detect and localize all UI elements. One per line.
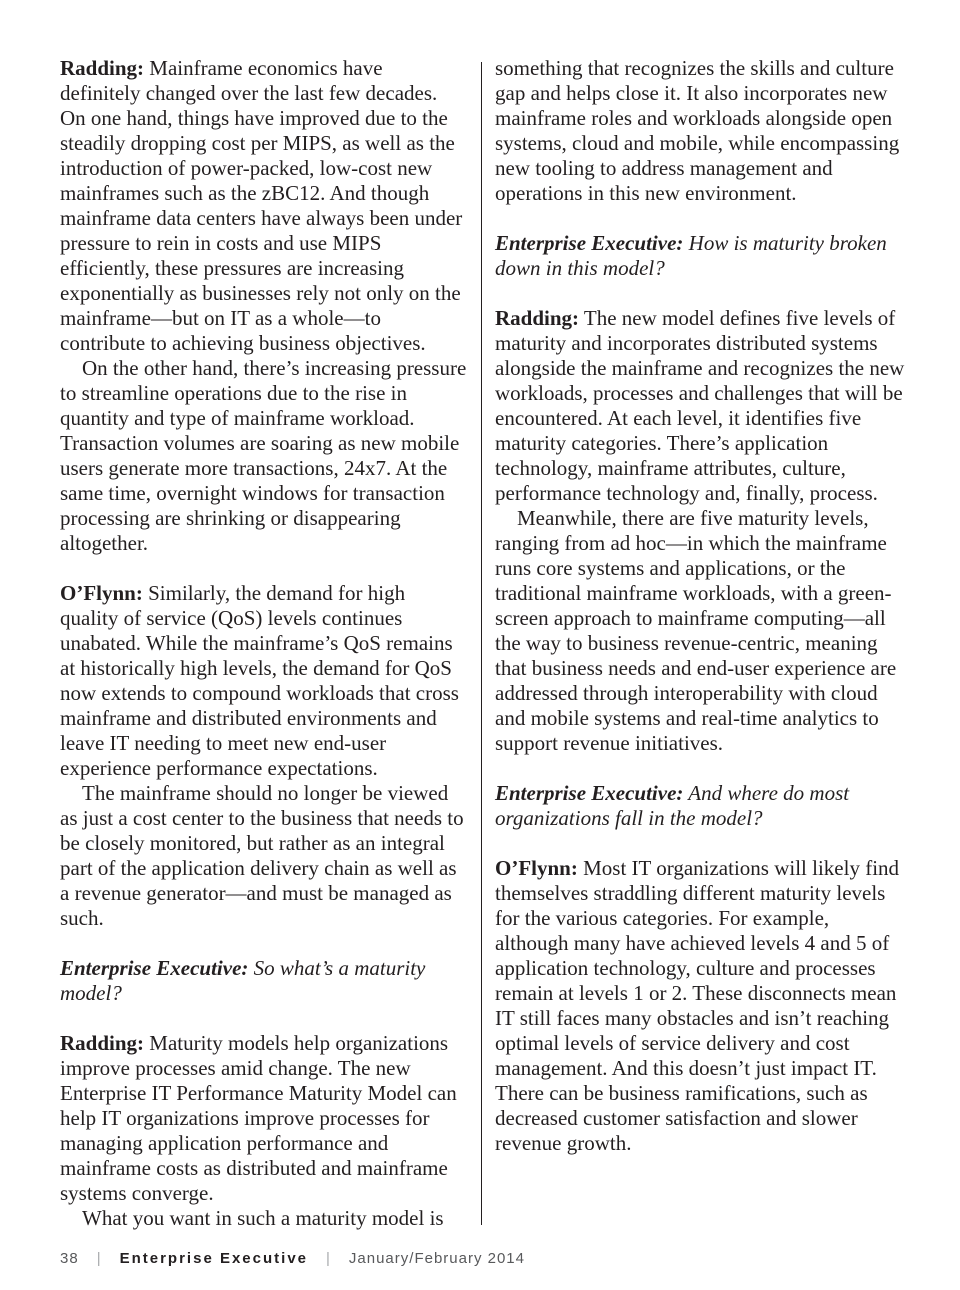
speaker-label: Radding: — [60, 1031, 145, 1055]
interview-answer — [60, 581, 468, 931]
speaker-label: O’Flynn: — [60, 581, 143, 605]
footer-separator: | — [96, 1250, 102, 1267]
speaker-label: Radding: — [495, 306, 580, 330]
interview-question — [495, 781, 905, 831]
interview-answer — [495, 306, 905, 756]
speaker-label: Enterprise Executive: — [60, 956, 249, 980]
column-divider — [481, 62, 482, 1225]
interview-answer — [60, 1031, 468, 1231]
interview-question — [60, 956, 468, 1006]
paragraph-text: Meanwhile, there are five maturity levels, ranging from ad hoc—in which the mainframe runs core systems and applications, or the traditional mainframe workloads, with a green-screen approach to mainframe computing—all the way to business revenue-centric, meaning that business needs and end-user experience are addressed through interoperability with cloud and mobile systems and real-time analytics to support revenue initiatives. — [495, 506, 897, 755]
issue-date: January/February 2014 — [348, 1250, 525, 1267]
magazine-name: Enterprise Executive — [119, 1250, 308, 1267]
paragraph-text: Most IT organizations will likely find themselves straddling different maturity levels for the various categories. For example, although many have achieved levels 4 and 5 of application technology, culture and processes remain at levels 1 or 2. These disconnects mean IT still faces many obstacles and isn’t reaching optimal levels of service delivery and cost management. And this doesn’t just impact IT. There can be business ramifications, such as decreased customer satisfaction and slower revenue growth. — [495, 856, 900, 1155]
paragraph-text: The mainframe should no longer be viewed as just a cost center to the business that needs to be closely monitored, but rather as an integral part of the application delivery chain as well as a revenue generator—and must be managed as such. — [60, 781, 464, 930]
interview-answer — [495, 856, 905, 1156]
paragraph — [495, 856, 905, 1156]
paragraph — [60, 781, 468, 931]
paragraph — [495, 56, 905, 206]
paragraph — [60, 1031, 468, 1206]
paragraph-text: On the other hand, there’s increasing pressure to streamline operations due to the rise in quantity and type of mainframe workload. Transaction volumes are soaring as new mobile users generate more transactions, 24x7. At the same time, overnight windows for transaction processing are shrinking or disappearing altogether. — [60, 356, 467, 555]
paragraph — [60, 956, 468, 1006]
paragraph — [495, 306, 905, 506]
interview-answer — [495, 56, 905, 206]
paragraph-text: Mainframe economics have definitely changed over the last few decades. On one hand, things have improved due to the steadily dropping cost per MIPS, as well as the introduction of power-packed, low-cost new mainframes such as the zBC12. And though mainframe data centers have always been under pressure to rein in costs and use MIPS efficiently, these pressures are increasing exponentially as businesses rely not only on the mainframe—but on IT as a whole—to contribute to achieving business objectives. — [60, 56, 463, 355]
paragraph — [495, 781, 905, 831]
paragraph-text: Maturity models help organizations improve processes amid change. The new Enterprise IT Performance Maturity Model can help IT organizations improve processes for managing application performance and mainframe costs as distributed and mainframe systems converge. — [60, 1031, 457, 1205]
paragraph-text: something that recognizes the skills and culture gap and helps close it. It also incorporates new mainframe roles and workloads alongside open systems, cloud and mobile, while encompassing new tooling to address management and operations in this new environment. — [495, 56, 900, 205]
paragraph — [60, 1206, 468, 1231]
paragraph-text: Similarly, the demand for high quality of service (QoS) levels continues unabated. While the mainframe’s QoS remains at historically high levels, the demand for QoS now extends to compound workloads that cross mainframe and distributed environments and leave IT needing to meet new end-user experience performance expectations. — [60, 581, 459, 780]
right-column — [495, 56, 905, 1181]
footer-separator: | — [326, 1250, 331, 1267]
paragraph — [495, 231, 905, 281]
speaker-label: O’Flynn: — [495, 856, 578, 880]
speaker-label: Radding: — [60, 56, 145, 80]
paragraph-text: And where do most organizations fall in the model? — [495, 781, 850, 830]
page-number: 38 — [60, 1250, 79, 1267]
paragraph — [60, 581, 468, 781]
interview-question — [495, 231, 905, 281]
paragraph-text: How is maturity broken down in this model? — [495, 231, 887, 280]
paragraph-text: The new model defines five levels of maturity and incorporates distributed systems alongside the mainframe and recognizes the new workloads, processes and challenges that will be encountered. At each level, it identifies five maturity categories. There’s application technology, mainframe attributes, culture, performance technology and, finally, process. — [495, 306, 905, 505]
page-footer — [60, 1250, 525, 1267]
paragraph-text: What you want in such a maturity model is — [82, 1206, 444, 1230]
paragraph — [60, 356, 468, 556]
paragraph — [60, 56, 468, 356]
speaker-label: Enterprise Executive: — [495, 231, 684, 255]
interview-answer — [60, 56, 468, 556]
left-column — [60, 56, 468, 1256]
speaker-label: Enterprise Executive: — [495, 781, 684, 805]
paragraph — [495, 506, 905, 756]
paragraph-text: So what’s a maturity model? — [60, 956, 426, 1005]
